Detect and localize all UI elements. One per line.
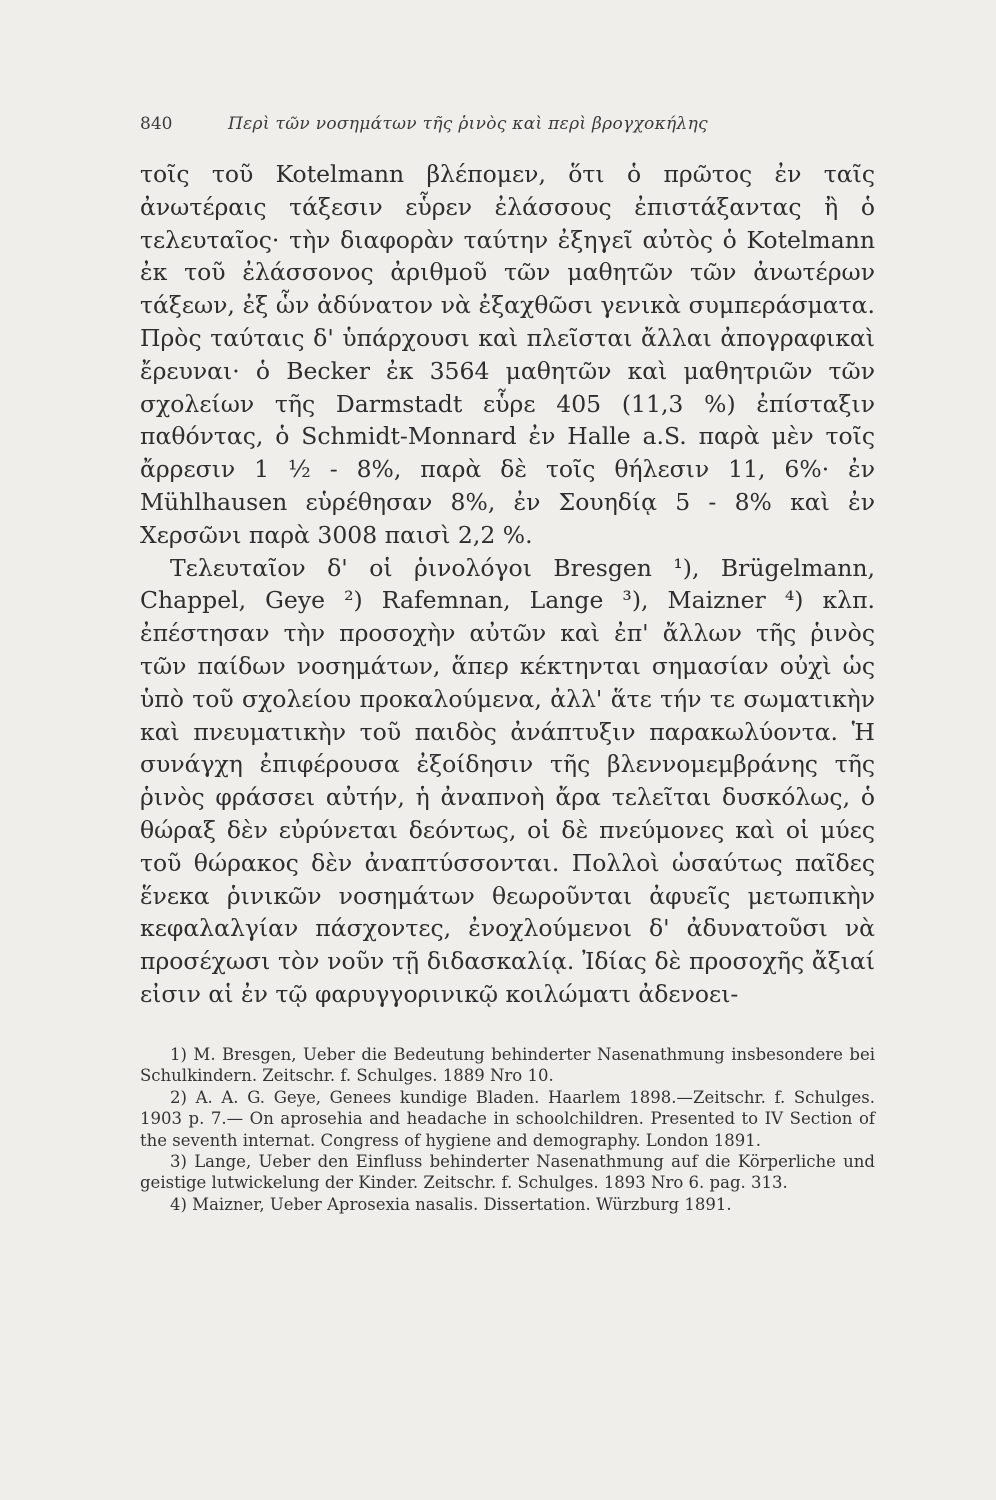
footnote-1: 1) M. Bresgen, Ueber die Bedeutung behinderter Nasenathmung insbesondere bei Schulkindern. Zeitschr. f. Schulges. 1889 Nro 10. xyxy=(140,1045,875,1086)
page-number: 840 xyxy=(140,114,173,134)
footnote-2: 2) A. A. G. Geye, Genees kundige Bladen. Haarlem 1898.—Zeitschr. f. Schulges. 1903 p. 7.— On aprosehia and headache in schoolchildren. Presented to IV Section of the seventh internat. Congress of hygiene and demography. London 1891. xyxy=(140,1087,875,1150)
footnotes xyxy=(140,1044,875,1215)
footnote-3: 3) Lange, Ueber den Einfluss behinderter Nasenathmung auf die Körperliche und geistige lutwickelung der Kinder. Zeitschr. f. Schulges. 1893 Nro 6. pag. 313. xyxy=(140,1152,875,1193)
paragraph-1: τοῖς τοῦ Kotelmann βλέπομεν, ὅτι ὁ πρῶτος ἐν ταῖς ἀνωτέραις τάξεσιν εὗρεν ἐλάσσους ἐπιστάξαντας ἢ ὁ τελευταῖος· τὴν διαφορὰν ταύτην ἐξηγεῖ αὐτὸς ὁ Kotelmann ἐκ τοῦ ἐλάσσονος ἀριθμοῦ τῶν μαθητῶν τῶν ἀνωτέρων τάξεων, ἐξ ὧν ἀδύνατον νὰ ἐξαχθῶσι γενικὰ συμπεράσματα. Πρὸς ταύταις δ' ὑπάρχουσι καὶ πλεῖσται ἄλλαι ἀπογραφικαὶ ἔρευναι· ὁ Becker ἐκ 3564 μαθητῶν καὶ μαθητριῶν τῶν σχολείων τῆς Darmstadt εὗρε 405 (11,3 %) ἐπίσταξιν παθόντας, ὁ Schmidt-Monnard ἐν Halle a.S. παρὰ μὲν τοῖς ἄρρεσιν 1 ½ - 8%, παρὰ δὲ τοῖς θήλεσιν 11, 6%· ἐν Mühlhausen εὑρέθησαν 8%, ἐν Σουηδίᾳ 5 - 8% καὶ ἐν Χερσῶνι παρὰ 3008 παισὶ 2,2 %. xyxy=(140,160,875,549)
running-title: Περὶ τῶν νοσημάτων τῆς ῥινὸς καὶ περὶ βρογχοκήλης xyxy=(228,114,708,134)
paragraph-2: Τελευταῖον δ' οἱ ῥινολόγοι Bresgen ¹), Brügelmann, Chappel, Geye ²) Rafemnan, Lange ³), Maizner ⁴) κλπ. ἐπέστησαν τὴν προσοχὴν αὐτῶν καὶ ἐπ' ἄλλων τῆς ῥινὸς τῶν παίδων νοσημάτων, ἅπερ κέκτηνται σημασίαν οὐχὶ ὡς ὑπὸ τοῦ σχολείου προκαλούμενα, ἀλλ' ἅτε τήν τε σωματικὴν καὶ πνευματικὴν τοῦ παιδὸς ἀνάπτυξιν παρακωλύοντα. Ἡ συνάγχη ἐπιφέρουσα ἐξοίδησιν τῆς βλεννομεμβράνης τῆς ῥινὸς φράσσει αὐτήν, ἡ ἀναπνοὴ ἄρα τελεῖται δυσκόλως, ὁ θώραξ δὲν εὐρύνεται δεόντως, οἱ δὲ πνεύμονες καὶ οἱ μύες τοῦ θώρακος δὲν ἀναπτύσσονται. Πολλοὶ ὡσαύτως παῖδες ἕνεκα ῥινικῶν νοσημάτων θεωροῦνται ἀφυεῖς μετωπικὴν κεφαλαλγίαν πάσχοντες, ἐνοχλούμενοι δ' ἀδυνατοῦσι νὰ προσέχωσι τὸν νοῦν τῇ διδασκαλίᾳ. Ἰδίας δὲ προσοχῆς ἄξιαί εἰσιν αἱ ἐν τῷ φαρυγγορινικῷ κοιλώματι ἀδενοει- xyxy=(140,553,875,1008)
footnote-4: 4) Maizner, Ueber Aprosexia nasalis. Dissertation. Würzburg 1891. xyxy=(170,1194,732,1214)
main-text xyxy=(140,158,875,1011)
